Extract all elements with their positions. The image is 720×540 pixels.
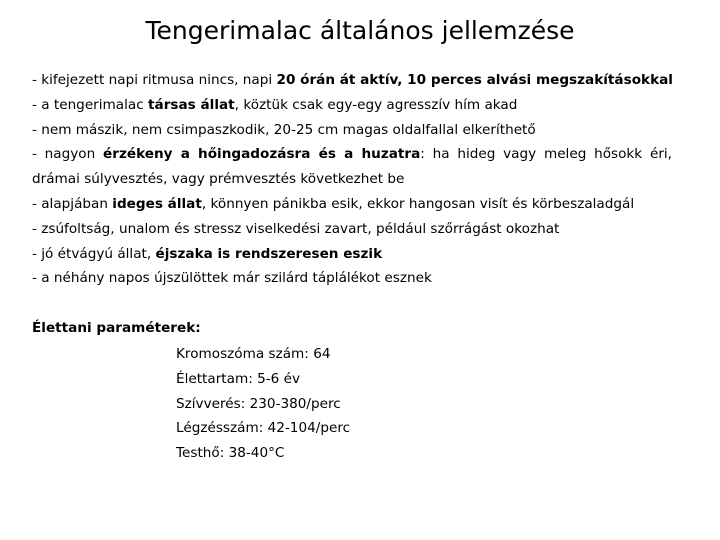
- bullet-item: [32, 118, 672, 143]
- bullet-text: - alapjában: [32, 195, 113, 212]
- param-lifespan: Élettartam: 5-6 év: [176, 370, 301, 387]
- bullet-text: - nem mászik, nem csimpaszkodik, 20-25 cm magas oldalfallal elkeríthető: [32, 121, 536, 138]
- bullet-text: - jó étvágyú állat,: [32, 245, 156, 262]
- bullet-item: [32, 192, 672, 217]
- bullet-item-multiline: [32, 142, 672, 167]
- param-respiration: Légzésszám: 42-104/perc: [176, 420, 351, 437]
- bullet-item: [32, 217, 672, 242]
- bullet-emphasis: éjszaka is rendszeresen eszik: [155, 245, 383, 262]
- bullet-item: [32, 93, 672, 118]
- bullet-text: , köztük csak egy-egy agresszív hím akad: [234, 96, 518, 113]
- bullet-text: : ha hideg vagy meleg hősokk éri,: [420, 146, 672, 163]
- params-heading: Élettani paraméterek:: [32, 320, 201, 336]
- bullet-text: - a néhány napos újszülöttek már szilárd táplálékot esznek: [32, 270, 432, 287]
- bullet-emphasis: érzékeny a hőingadozásra és a huzatra: [103, 146, 421, 163]
- param-body-temp: Testhő: 38-40°C: [176, 445, 285, 462]
- bullet-text: - zsúfoltság, unalom és stressz viselkedési zavart, például szőrrágást okozhat: [32, 220, 560, 237]
- bullet-list: [32, 68, 672, 291]
- params-list: [176, 342, 350, 466]
- bullet-item: [32, 266, 672, 291]
- param-heart-rate: Szívverés: 230-380/perc: [176, 395, 341, 412]
- bullet-item-continuation: [32, 167, 672, 192]
- bullet-item: [32, 68, 672, 93]
- bullet-emphasis: ideges állat: [112, 195, 202, 212]
- bullet-text: , könnyen pánikba esik, ekkor hangosan visít és körbeszaladgál: [201, 195, 635, 212]
- bullet-text: - kifejezett napi ritmusa nincs, napi: [32, 72, 277, 88]
- slide-title: Tengerimalac általános jellemzése: [145, 16, 575, 45]
- param-chromosome: Kromoszóma szám: 64: [176, 346, 331, 362]
- bullet-text: - a tengerimalac: [32, 96, 149, 113]
- bullet-text: drámai súlyvesztés, vagy prémvesztés következhet be: [32, 171, 405, 188]
- bullet-item: [32, 242, 672, 267]
- bullet-emphasis: társas állat: [148, 96, 235, 113]
- bullet-text: - nagyon: [32, 146, 104, 163]
- bullet-emphasis: 20 órán át aktív, 10 perces alvási megszakításokkal: [276, 72, 673, 88]
